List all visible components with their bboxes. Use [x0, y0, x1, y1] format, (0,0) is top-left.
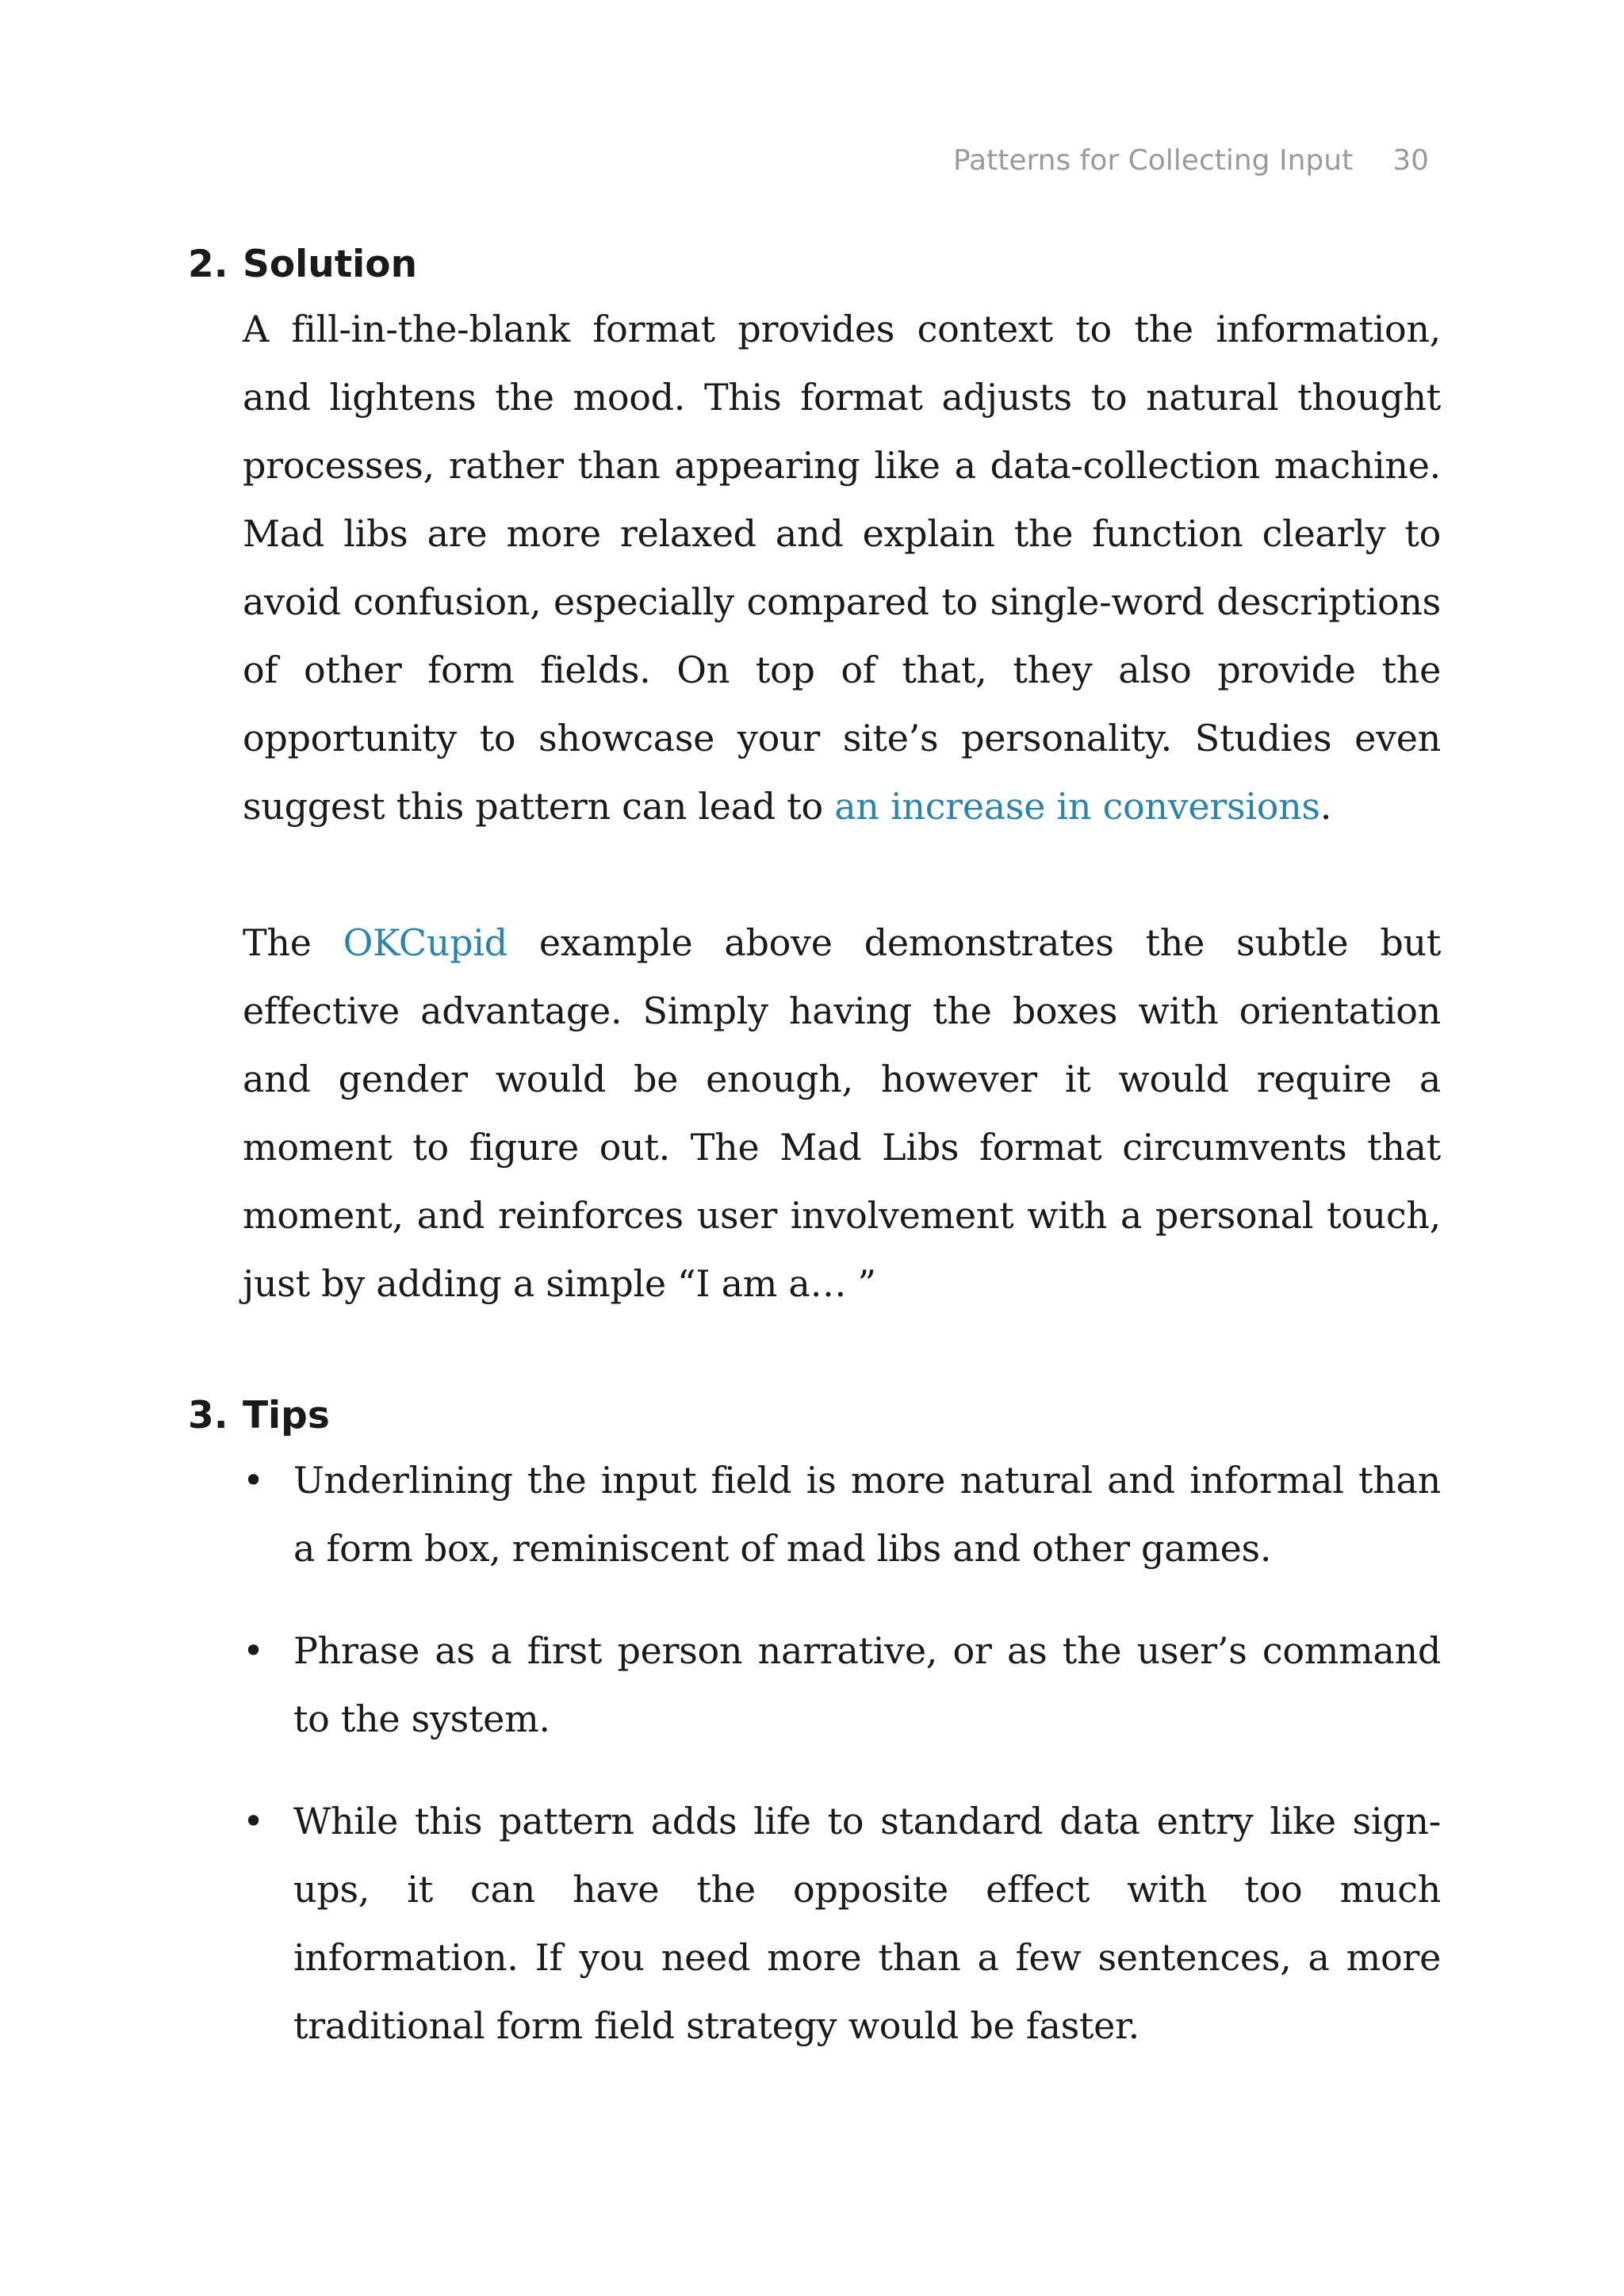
tips-section	[188, 1386, 1441, 2060]
conversions-link[interactable]: an increase in conversions	[834, 785, 1320, 828]
running-title: Patterns for Collecting Input	[952, 144, 1354, 177]
solution-paragraph-2	[243, 909, 1441, 1318]
page-number: 30	[1392, 144, 1429, 177]
paragraph-1-text: A fill-in-the-blank format provides context to the information, and lightens the mood. This format adjusts to natural thought processes, rather than appearing like a data-collection machine. Mad libs are more relaxed and explain the function clearly to avoid confusion, especially compared to single-word descriptions of other form fields. On top of that, they also provide the opportunity to showcase your site’s personality. Studies even suggest this pattern can lead to	[243, 308, 1441, 828]
paragraph-2-start: The	[243, 921, 343, 964]
tip-text: Phrase as a first person narrative, or as the user’s command to the system.	[293, 1629, 1441, 1740]
solution-section	[188, 235, 1441, 1318]
tips-number: 3.	[188, 1394, 228, 1437]
tip-text: While this pattern adds life to standard data entry like sign-ups, it can have the opposite effect with too much information. If you need more than a few sentences, a more traditional form field strategy would be faster.	[293, 1800, 1441, 2047]
tips-title: Tips	[243, 1394, 330, 1437]
okcupid-link[interactable]: OKCupid	[343, 921, 508, 964]
tips-heading	[188, 1386, 1441, 1446]
solution-title: Solution	[243, 243, 418, 286]
page-content	[188, 235, 1441, 2060]
list-item	[243, 1446, 1441, 1582]
running-header	[953, 144, 1429, 177]
bullet-icon: •	[243, 1800, 264, 1843]
paragraph-2-text: example above demonstrates the subtle but effective advantage. Simply having the boxes with orientation and gender would be enough, however it would require a moment to figure out. The Mad Libs format circumvents that moment, and reinforces user involvement with a personal touch, just by adding a simple “I am a… ”	[243, 921, 1442, 1305]
solution-heading	[188, 235, 1441, 295]
bullet-icon: •	[243, 1629, 264, 1672]
tip-text: Underlining the input field is more natural and informal than a form box, reminiscent of mad libs and other games.	[293, 1459, 1441, 1570]
solution-paragraph-1	[243, 295, 1441, 840]
paragraph-1-end: .	[1320, 785, 1332, 828]
list-item	[243, 1617, 1441, 1753]
bullet-icon: •	[243, 1459, 264, 1502]
tips-list	[188, 1446, 1441, 2060]
list-item	[243, 1787, 1441, 2060]
solution-number: 2.	[188, 243, 228, 286]
